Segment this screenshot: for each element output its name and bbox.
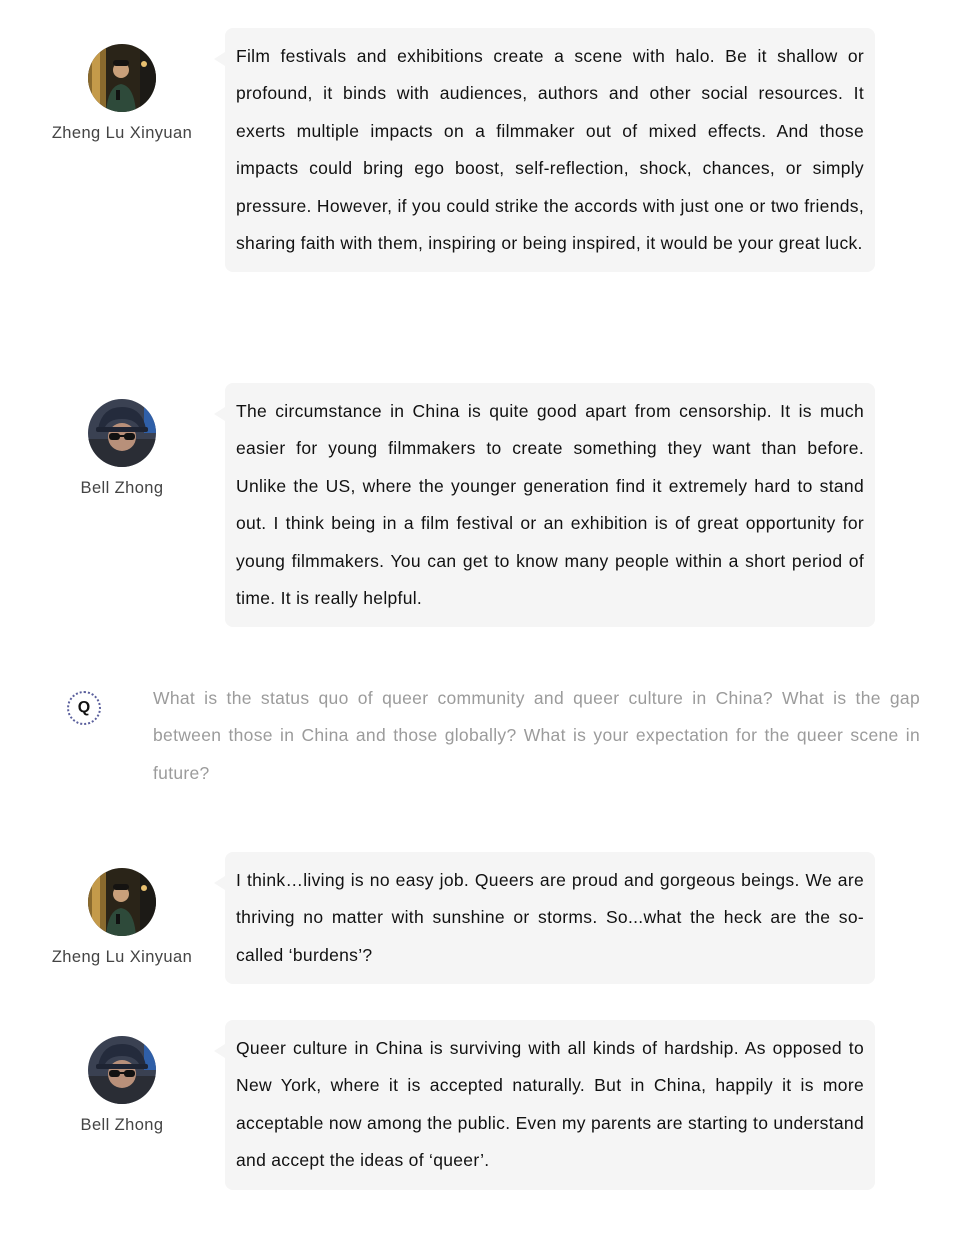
avatar <box>88 399 156 467</box>
message-bubble: I think…living is no easy job. Queers are proud and gorgeous beings. We are thriving no matter with sunshine or storms. So...what the heck are the so-called ‘burdens’? <box>225 852 875 984</box>
speaker-name: Zheng Lu Xinyuan <box>51 948 193 966</box>
question-text: What is the status quo of queer community and queer culture in China? What is the gap between those in China and those globally? What is your expectation for the queer scene in future? <box>153 688 920 783</box>
message-bubble: The circumstance in China is quite good apart from censorship. It is much easier for young filmmakers to create something they want than before. Unlike the US, where the younger generation find it extremely hard to stand out. I think being in a film festival or an exhibition is of great opportunity for young filmmakers. You can get to know many people within a short period of time. It is really helpful. <box>225 383 875 627</box>
avatar-photo-bell <box>88 1036 156 1104</box>
avatar-photo-zheng <box>88 868 156 936</box>
avatar <box>88 44 156 112</box>
speaker-bell-zhong <box>40 399 204 499</box>
speaker-name: Bell Zhong <box>80 1116 164 1134</box>
speaker-zheng-lu-xinyuan <box>40 44 204 144</box>
question-badge-icon: Q <box>67 691 101 725</box>
speaker-name: Zheng Lu Xinyuan <box>51 124 193 142</box>
avatar <box>88 868 156 936</box>
speaker-zheng-lu-xinyuan <box>40 868 204 968</box>
message-bubble: Film festivals and exhibitions create a scene with halo. Be it shallow or profound, it binds with audiences, authors and other social resources. It exerts multiple impacts on a filmmaker out of mixed effects. And those impacts could bring ego boost, self-reflection, shock, chances, or simply pressure. However, if you could strike the accords with just one or two friends, sharing faith with them, inspiring or being inspired, it would be your great luck. <box>225 28 875 272</box>
avatar-photo-zheng <box>88 44 156 112</box>
speaker-bell-zhong <box>40 1036 204 1136</box>
message-bubble: Queer culture in China is surviving with all kinds of hardship. As opposed to New York, where it is accepted naturally. But in China, happily it is more acceptable now among the public. Even my parents are starting to understand and accept the ideas of ‘queer’. <box>225 1020 875 1190</box>
avatar-photo-bell <box>88 399 156 467</box>
avatar <box>88 1036 156 1104</box>
speaker-name: Bell Zhong <box>80 479 164 497</box>
